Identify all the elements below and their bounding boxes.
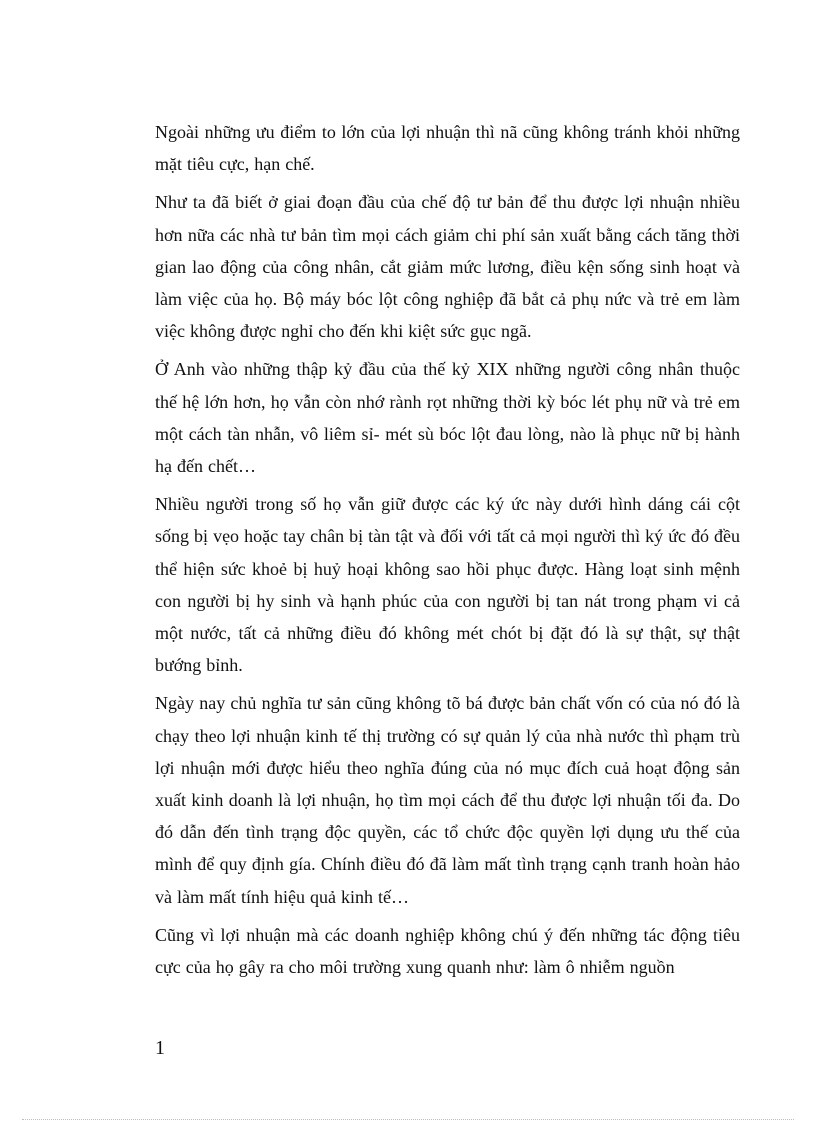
paragraph-4: Nhiều người trong số họ vẫn giữ được các ký ức này dưới hình dáng cái cột sống bị vẹo hoặc tay chân bị tàn tật và đối với tất cả mọi người thì ký ức đó đều thể hiện sức khoẻ bị huỷ hoại không sao hồi phục được. Hàng loạt sinh mệnh con người bị hy sinh và hạnh phúc của con người bị tan nát trong phạm vi cả một nước, tất cả những điều đó không mét chót bị đặt đó là sự thật, sự thật bướng bỉnh. [155,494,740,676]
page-number: 1 [155,1037,165,1059]
document-body [155,116,740,989]
paragraph-5: Ngày nay chủ nghĩa tư sản cũng không tõ bá được bản chất vốn có của nó đó là chạy theo lợi nhuận kinh tế thị trường có sự quản lý của nhà nước thì phạm trù lợi nhuận mới được hiểu theo nghĩa đúng của nó mục đích cuả hoạt động sản xuất kinh doanh là lợi nhuận, họ tìm mọi cách để thu được lợi nhuận tối đa. Do đó dẫn đến tình trạng độc quyền, các tổ chức độc quyền lợi dụng ưu thế của mình để quy định gía. Chính điều đó đã làm mất tình trạng cạnh tranh hoàn hảo và làm mất tính hiệu quả kinh tế… [155,693,740,907]
paragraph-6: Cũng vì lợi nhuận mà các doanh nghiệp không chú ý đến những tác động tiêu cực của họ gây ra cho môi trường xung quanh như: làm ô nhiễm nguồn [155,924,740,978]
paragraph-2: Như ta đã biết ở giai đoạn đầu của chế độ tư bản để thu được lợi nhuận nhiều hơn nữa các nhà tư bản tìm mọi cách giảm chi phí sản xuất bằng cách tăng thời gian lao động của công nhân, cắt giảm mức lương, điều kện sống sinh hoạt và làm việc của họ. Bộ máy bóc lột công nghiệp đã bắt cả phụ nức và trẻ em làm việc không được nghỉ cho đến khi kiệt sức gục ngã. [155,192,740,342]
paragraph-1: Ngoài những ưu điểm to lớn của lợi nhuận thì nã cũng không tránh khỏi những mặt tiêu cực, hạn chế. [155,122,740,175]
paragraph-3: Ở Anh vào những thập kỷ đầu của thế kỷ XIX những người công nhân thuộc thế hệ lớn hơn, họ vẫn còn nhớ rành rọt những thời kỳ bóc lét phụ nữ và trẻ em một cách tàn nhẫn, vô liêm sỉ- mét sù bóc lột đau lòng, nào là phục nữ bị hành hạ đến chết… [155,359,740,477]
page-bottom-divider [22,1119,794,1120]
